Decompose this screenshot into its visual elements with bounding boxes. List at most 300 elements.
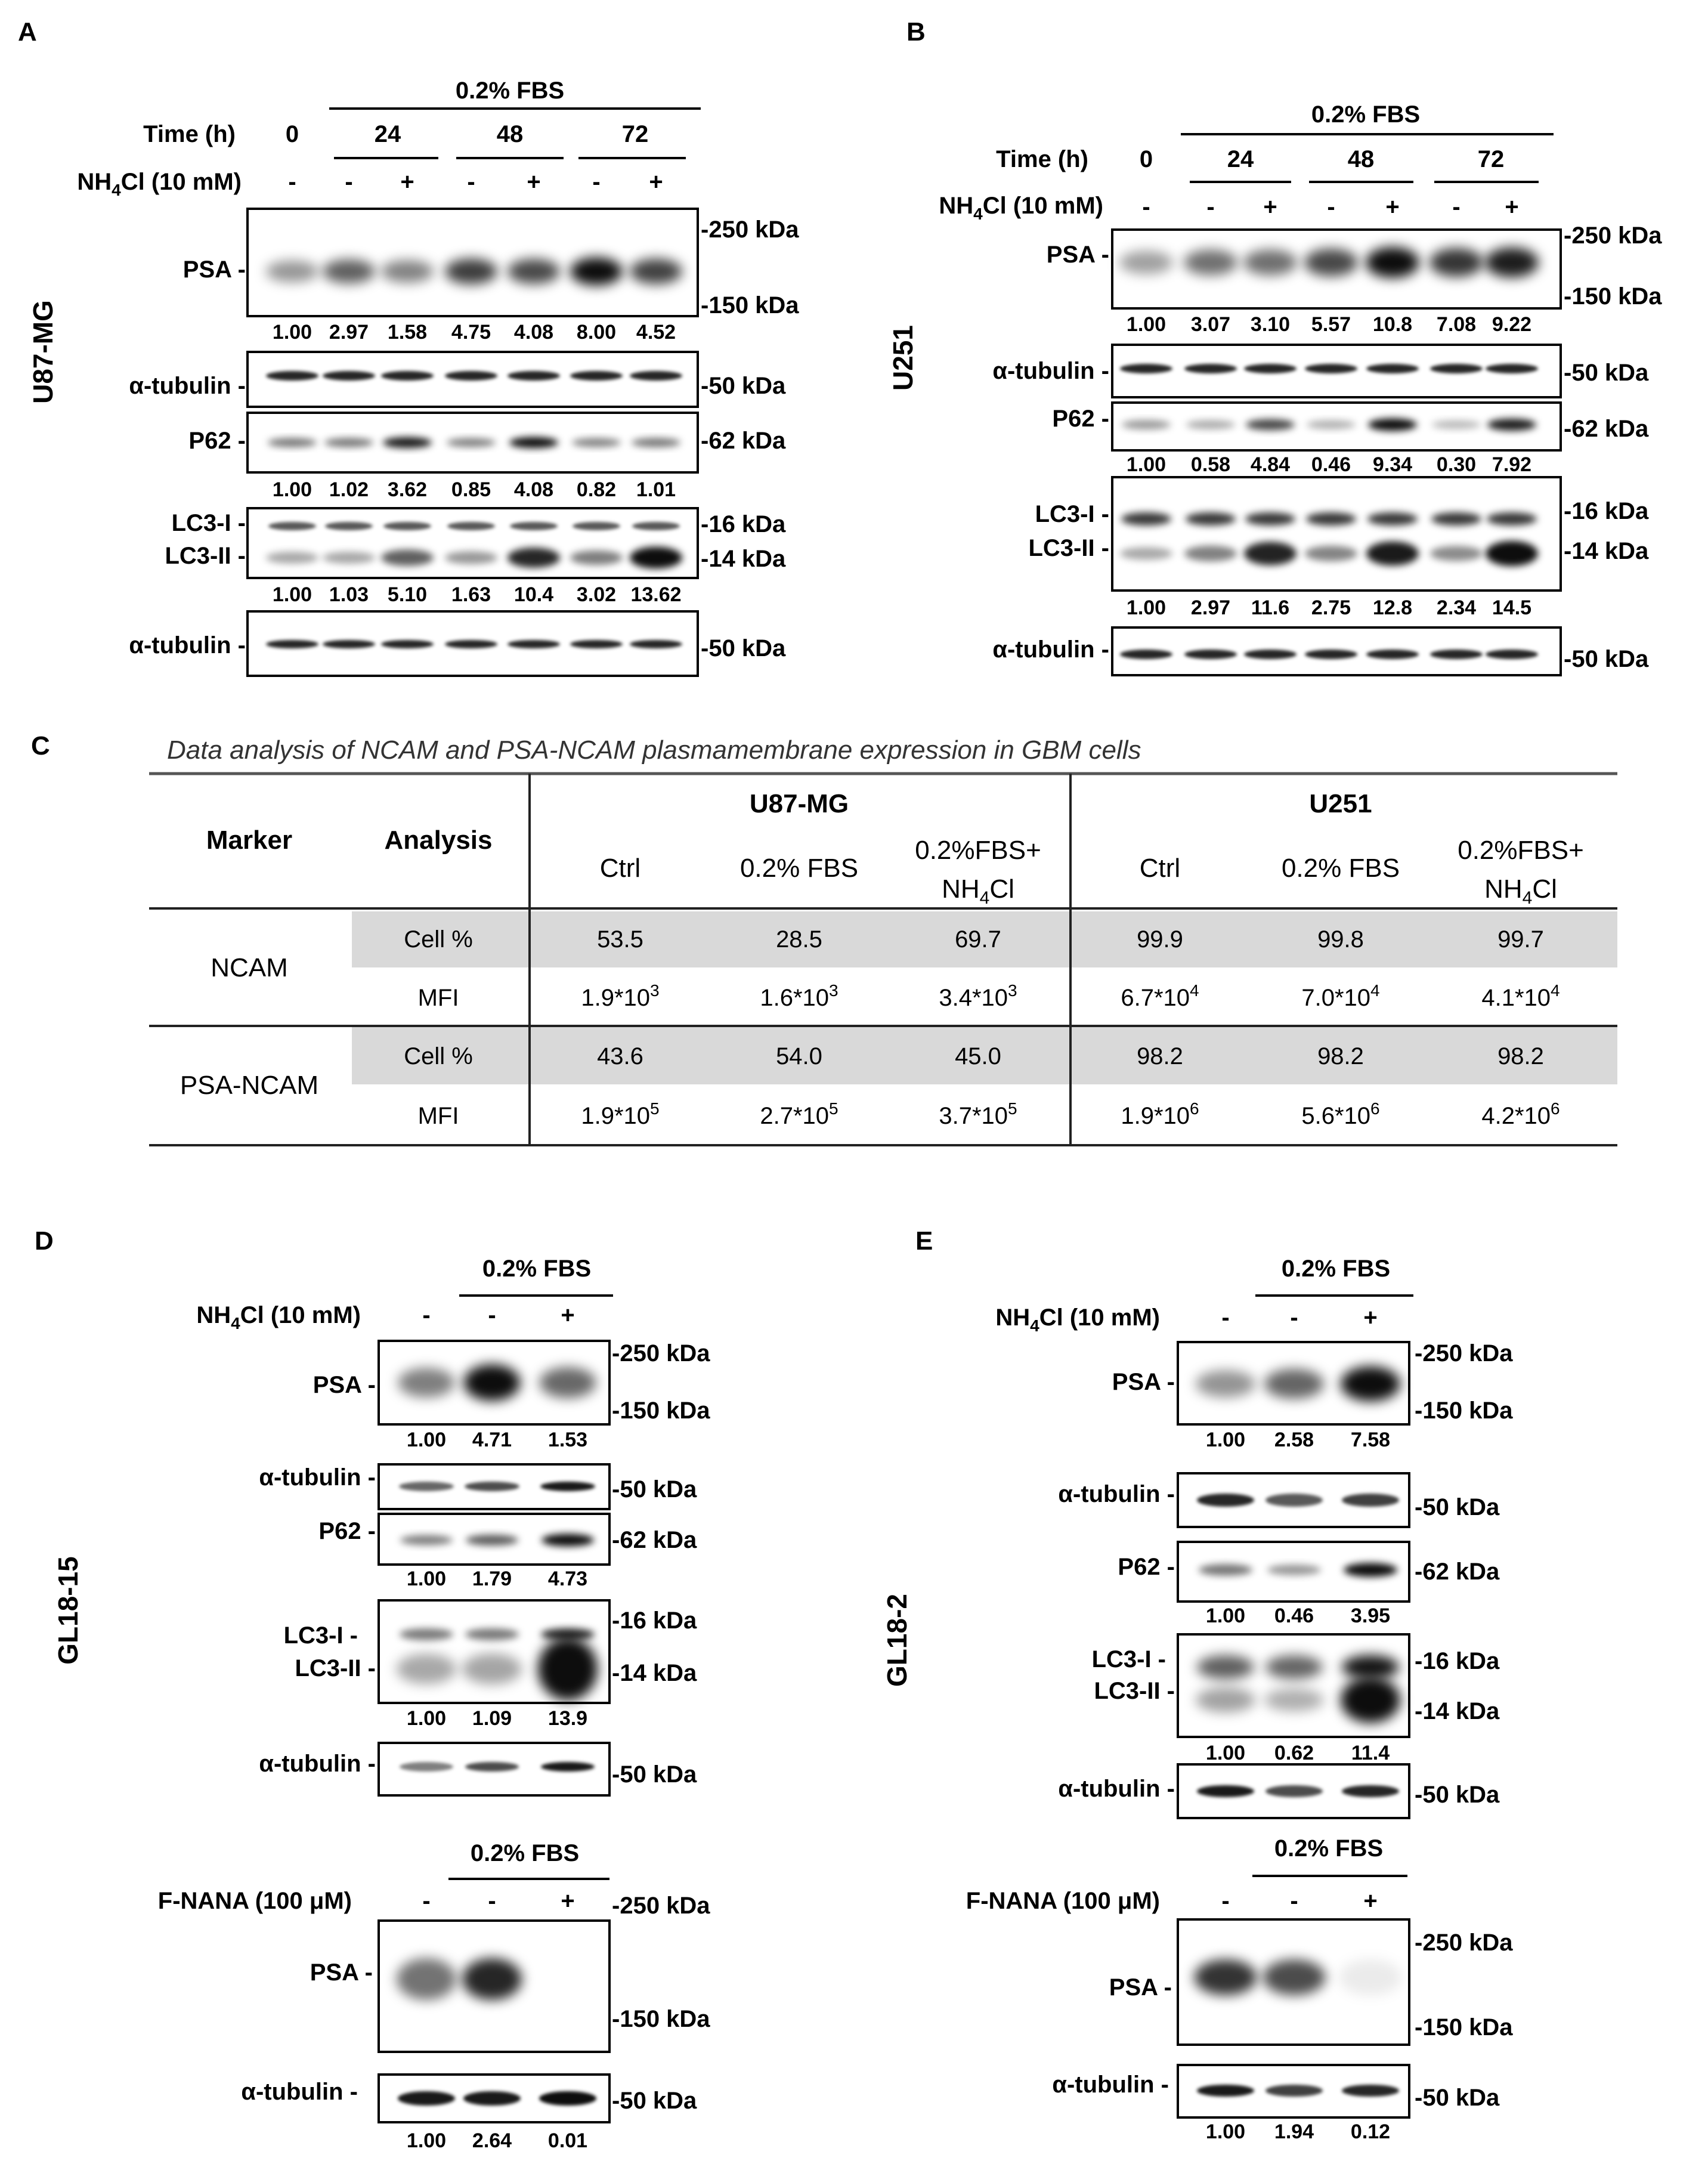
treatment-sign: + xyxy=(561,1888,575,1914)
treatment-sign: - xyxy=(467,169,475,195)
quant-value: 1.00 xyxy=(272,321,312,344)
kda-16: -16 kDa xyxy=(701,511,786,537)
quant-value: 5.57 xyxy=(1311,313,1351,336)
time-72: 72 xyxy=(621,121,649,147)
treatment-sign: + xyxy=(1385,194,1400,220)
band xyxy=(508,259,560,284)
treatment-sign: - xyxy=(422,1302,431,1328)
panel-letter: B xyxy=(906,17,926,47)
quant-value: 1.53 xyxy=(547,1429,588,1451)
treatment-signs xyxy=(288,169,663,195)
quant-value: 0.12 xyxy=(1350,2120,1391,2143)
band xyxy=(1199,1564,1252,1575)
band xyxy=(465,1762,519,1772)
quant-value: 1.00 xyxy=(1126,596,1166,619)
kda-62: -62 kDa xyxy=(1415,1559,1500,1585)
quant-value: 8.00 xyxy=(576,321,617,344)
col-header-fbs-nh4cl: 0.2%FBS+ xyxy=(915,836,1041,865)
band xyxy=(397,1958,456,2000)
quant-value: 2.58 xyxy=(1274,1429,1314,1451)
row-analysis: Cell % xyxy=(404,1043,473,1069)
p62-label: P62 - xyxy=(1052,406,1109,432)
cell-line-label: U87-MG xyxy=(27,300,58,404)
band xyxy=(1265,1785,1323,1797)
panel-d xyxy=(35,1226,710,2152)
quant-value: 0.46 xyxy=(1311,453,1351,476)
band xyxy=(1339,1959,1402,1995)
quant-value: 0.01 xyxy=(547,2129,588,2152)
table-cell: $5.6*10^6$ xyxy=(1301,1099,1380,1129)
quant-value: 4.08 xyxy=(513,478,554,501)
p62-quantification xyxy=(273,478,676,501)
fnana-label: F-NANA (100 μM) xyxy=(157,1888,352,1914)
band xyxy=(1122,420,1171,429)
table-cell: $3.7*10^5$ xyxy=(939,1099,1017,1129)
band xyxy=(1243,249,1297,275)
band xyxy=(540,1367,596,1398)
quant-value: 4.75 xyxy=(451,321,491,344)
nh4cl-label: $NH_4Cl$ (10 mM) xyxy=(995,1304,1160,1335)
quant-value: 4.84 xyxy=(1250,453,1291,476)
band xyxy=(540,1482,595,1491)
kda-50: -50 kDa xyxy=(612,1476,697,1503)
tubulin-label: α-tubulin - xyxy=(1052,2072,1169,2098)
band xyxy=(447,522,495,530)
col-header-fbs-nh4cl-line2: $NH_4Cl$ xyxy=(942,874,1014,908)
col-header-analysis: Analysis xyxy=(384,826,493,855)
band xyxy=(632,522,680,530)
treatment-sign: + xyxy=(527,169,541,195)
band xyxy=(509,437,558,449)
nh4cl-label: $NH_4Cl$ (10 mM) xyxy=(77,169,242,199)
band xyxy=(508,640,560,648)
treatment-sign: - xyxy=(288,169,296,195)
table-cell: $3.4*10^3$ xyxy=(939,981,1017,1011)
band xyxy=(1186,420,1235,429)
lc3i-label: LC3-I - xyxy=(1035,501,1109,527)
condition-label: 0.2% FBS xyxy=(1281,1256,1391,1282)
kda-150: -150 kDa xyxy=(1564,283,1662,310)
lc3i-label: LC3-I - xyxy=(283,1622,358,1649)
quant-value: 1.79 xyxy=(472,1568,512,1590)
cell-line-label: GL18-2 xyxy=(881,1594,912,1687)
p62-quantification xyxy=(1127,453,1531,476)
quant-value: 11.6 xyxy=(1251,596,1290,619)
panel-letter: E xyxy=(915,1226,933,1256)
band xyxy=(463,2091,521,2106)
quant-value: 7.08 xyxy=(1436,313,1477,336)
table-cell: 98.2 xyxy=(1497,1043,1544,1069)
treatment-sign: - xyxy=(1206,194,1215,220)
quant-value: 0.30 xyxy=(1436,453,1477,476)
lc3-quantification xyxy=(1127,596,1531,619)
quant-value: 3.02 xyxy=(576,583,617,606)
time-0: 0 xyxy=(285,121,299,147)
lc3-blot xyxy=(247,508,698,578)
band xyxy=(323,259,375,284)
tubulin-bands xyxy=(1197,1494,1399,1507)
quant-value: 3.62 xyxy=(387,478,428,501)
band xyxy=(323,640,375,648)
kda-50: -50 kDa xyxy=(1415,1494,1500,1520)
fnana-label: F-NANA (100 μM) xyxy=(966,1888,1160,1914)
quant-value: 3.95 xyxy=(1350,1605,1391,1627)
band xyxy=(1197,1494,1254,1507)
kda-50: -50 kDa xyxy=(1564,646,1649,672)
fnana-quantification xyxy=(1206,2120,1390,2143)
panel-e xyxy=(881,1226,1513,2143)
quant-value: 0.62 xyxy=(1274,1742,1314,1764)
quant-value: 9.22 xyxy=(1492,313,1532,336)
band xyxy=(630,259,682,285)
psa-quantification xyxy=(1127,313,1531,336)
band xyxy=(1184,249,1237,275)
band xyxy=(464,1364,521,1401)
time-48: 48 xyxy=(1347,146,1375,172)
treatment-sign: - xyxy=(345,169,353,195)
table-cell: $1.9*10^6$ xyxy=(1121,1099,1199,1129)
kda-150: -150 kDa xyxy=(701,292,799,319)
treatment-signs xyxy=(1221,1304,1377,1331)
band xyxy=(268,438,317,447)
band xyxy=(1368,418,1417,431)
kda-16: -16 kDa xyxy=(1564,498,1649,524)
psa-label: PSA - xyxy=(312,1372,376,1398)
treatment-sign: + xyxy=(1263,194,1277,220)
quant-value: 2.64 xyxy=(472,2129,512,2152)
panel-letter: A xyxy=(18,17,37,47)
band xyxy=(447,438,496,447)
quant-value: 1.02 xyxy=(329,478,369,501)
band xyxy=(1244,542,1297,565)
quant-value: 13.9 xyxy=(547,1707,588,1730)
time-label: Time (h) xyxy=(996,146,1088,172)
table-cell: 69.7 xyxy=(955,926,1001,953)
p62-label: P62 - xyxy=(188,428,246,454)
band xyxy=(1184,364,1237,373)
band xyxy=(1267,1565,1321,1575)
quant-value: 1.00 xyxy=(1205,1605,1246,1627)
band xyxy=(1307,420,1356,429)
band xyxy=(508,371,560,381)
kda-50: -50 kDa xyxy=(1415,1782,1500,1808)
band xyxy=(398,2091,455,2106)
band xyxy=(1366,364,1419,373)
psa-label: PSA - xyxy=(1112,1369,1175,1395)
fnana-signs xyxy=(1221,1888,1377,1914)
kda-16: -16 kDa xyxy=(612,1607,697,1634)
band xyxy=(1366,542,1419,566)
band xyxy=(1486,650,1538,659)
lc3-quantification xyxy=(407,1707,587,1730)
band xyxy=(570,640,623,648)
kda-250: -250 kDa xyxy=(612,1893,710,1919)
quant-value: 1.03 xyxy=(329,583,369,606)
band xyxy=(538,1637,598,1701)
table-cell: $4.1*10^4$ xyxy=(1481,981,1560,1011)
quant-value: 1.00 xyxy=(272,478,312,501)
psa-label: PSA - xyxy=(182,256,246,283)
band xyxy=(1430,364,1483,373)
quant-value: 1.00 xyxy=(1205,1429,1246,1451)
band xyxy=(1306,512,1356,525)
quant-value: 1.00 xyxy=(1126,453,1166,476)
band xyxy=(381,371,434,381)
time-24: 24 xyxy=(374,121,401,147)
band xyxy=(632,438,680,447)
treatment-sign: - xyxy=(1290,1304,1298,1331)
band xyxy=(323,552,375,564)
quant-value: 1.00 xyxy=(272,583,312,606)
cell-line-label: U251 xyxy=(887,325,918,391)
kda-50: -50 kDa xyxy=(1564,360,1649,386)
psa-label: PSA - xyxy=(1109,1974,1172,2001)
lc3ii-label: LC3-II - xyxy=(1028,535,1109,561)
p62-quantification xyxy=(1206,1605,1390,1627)
table-title: Data analysis of NCAM and PSA-NCAM plasmamembrane expression in GBM cells xyxy=(167,735,1141,765)
band xyxy=(1120,364,1172,373)
treatment-sign: - xyxy=(422,1888,431,1914)
band xyxy=(400,1762,453,1772)
quant-value: 7.92 xyxy=(1492,453,1532,476)
row-analysis: MFI xyxy=(417,1103,459,1129)
condition-label: 0.2% FBS xyxy=(1311,101,1421,128)
kda-14: -14 kDa xyxy=(612,1660,697,1686)
band xyxy=(1245,512,1295,525)
kda-150: -150 kDa xyxy=(612,1398,710,1424)
band xyxy=(1342,1785,1399,1797)
p62-bands xyxy=(400,1534,594,1546)
band xyxy=(1196,1370,1255,1398)
band xyxy=(381,640,434,648)
lc3-blot xyxy=(1112,477,1561,591)
quant-value: 11.4 xyxy=(1351,1742,1390,1764)
band xyxy=(570,371,623,381)
band xyxy=(1430,546,1483,561)
quant-value: 4.73 xyxy=(547,1568,588,1590)
condition-label: 0.2% FBS xyxy=(470,1840,580,1866)
table-cell: $7.0*10^4$ xyxy=(1301,981,1380,1011)
band xyxy=(462,1958,522,2000)
psa-quantification xyxy=(407,1429,587,1451)
treatment-sign: - xyxy=(488,1888,496,1914)
kda-250: -250 kDa xyxy=(1415,1930,1513,1956)
quant-value: 3.07 xyxy=(1190,313,1231,336)
quant-value: 3.10 xyxy=(1250,313,1291,336)
panel-letter: D xyxy=(35,1226,54,1256)
time-label: Time (h) xyxy=(143,121,236,147)
psa-quantification xyxy=(1206,1429,1390,1451)
band xyxy=(1487,512,1537,525)
band xyxy=(1264,1369,1324,1399)
group-header-u251: U251 xyxy=(1309,789,1372,818)
treatment-sign: + xyxy=(561,1302,575,1328)
tubulin-label: α-tubulin - xyxy=(992,358,1109,384)
table-cell: 28.5 xyxy=(776,926,822,953)
condition-label: 0.2% FBS xyxy=(1274,1835,1384,1862)
quant-value: 10.8 xyxy=(1372,313,1413,336)
tubulin-bands xyxy=(1197,2085,1399,2097)
table-cell: 98.2 xyxy=(1137,1043,1183,1069)
quant-value: 1.58 xyxy=(387,321,428,344)
table-cell: 99.8 xyxy=(1317,926,1364,953)
band xyxy=(268,522,316,530)
quant-value: 2.97 xyxy=(1190,596,1231,619)
tubulin-label: α-tubulin - xyxy=(1058,1776,1175,1802)
band xyxy=(324,438,373,447)
psa-quantification xyxy=(273,321,676,344)
band xyxy=(1121,512,1171,525)
band xyxy=(445,371,497,381)
band xyxy=(266,371,318,381)
band xyxy=(462,1653,522,1684)
band xyxy=(1341,1677,1400,1723)
treatment-sign: + xyxy=(1505,194,1519,220)
band xyxy=(1264,1689,1324,1712)
table-cell: 99.7 xyxy=(1497,926,1544,953)
band xyxy=(1120,547,1172,559)
band xyxy=(1342,2085,1399,2097)
tubulin-label: α-tubulin - xyxy=(259,1464,376,1491)
fnana-quantification xyxy=(407,2129,587,2152)
band xyxy=(466,1535,518,1545)
band xyxy=(1342,1655,1399,1679)
lc3ii-label: LC3-II - xyxy=(165,543,246,569)
band xyxy=(266,261,318,282)
group-header-u87: U87-MG xyxy=(749,789,849,818)
table-cell: $2.7*10^5$ xyxy=(760,1099,838,1129)
lc3i-label: LC3-I - xyxy=(1091,1646,1166,1673)
quant-value: 13.62 xyxy=(630,583,682,606)
band xyxy=(1244,650,1297,659)
kda-50: -50 kDa xyxy=(701,635,786,661)
band xyxy=(399,1482,454,1491)
band xyxy=(1196,1687,1255,1712)
band xyxy=(1487,419,1536,431)
table-cell: $4.2*10^6$ xyxy=(1481,1099,1560,1129)
treatment-sign: + xyxy=(1363,1888,1378,1914)
band xyxy=(1341,1367,1400,1402)
quant-value: 10.4 xyxy=(513,583,554,606)
band xyxy=(1184,546,1237,562)
kda-250: -250 kDa xyxy=(701,217,799,243)
nh4cl-label: $NH_4Cl$ (10 mM) xyxy=(939,193,1103,223)
table-cell: 98.2 xyxy=(1317,1043,1364,1069)
band xyxy=(510,522,558,530)
band xyxy=(398,1368,455,1397)
band xyxy=(630,640,682,648)
tubulin-bands xyxy=(400,1762,595,1772)
treatment-sign: + xyxy=(400,169,414,195)
quant-value: 1.00 xyxy=(1205,1742,1246,1764)
time-0: 0 xyxy=(1139,146,1153,172)
quant-value: 1.00 xyxy=(406,1429,447,1451)
treatment-sign: - xyxy=(488,1302,496,1328)
kda-50: -50 kDa xyxy=(612,1761,697,1788)
kda-62: -62 kDa xyxy=(612,1527,697,1553)
kda-150: -150 kDa xyxy=(1415,2014,1513,2041)
tubulin-label: α-tubulin - xyxy=(992,636,1109,663)
band xyxy=(539,2091,596,2106)
kda-16: -16 kDa xyxy=(1415,1648,1500,1674)
band xyxy=(465,1482,519,1491)
quant-value: 1.01 xyxy=(636,478,676,501)
psa-bands xyxy=(1196,1367,1400,1402)
time-24: 24 xyxy=(1227,146,1254,172)
band xyxy=(266,640,318,648)
band xyxy=(508,548,560,568)
table-cell: 43.6 xyxy=(597,1043,643,1069)
table-cell: $1.9*10^5$ xyxy=(581,1099,660,1129)
cell-line-label: GL18-15 xyxy=(52,1556,83,1665)
quant-value: 1.00 xyxy=(1126,313,1166,336)
band xyxy=(1366,650,1419,659)
treatment-sign: - xyxy=(1142,194,1150,220)
panel-a xyxy=(18,17,799,676)
kda-14: -14 kDa xyxy=(701,546,786,572)
band xyxy=(445,640,497,648)
treatment-signs xyxy=(422,1302,574,1328)
p62-label: P62 - xyxy=(318,1518,376,1544)
kda-50: -50 kDa xyxy=(1415,2085,1500,2111)
band xyxy=(572,438,621,447)
quant-value: 0.85 xyxy=(451,478,491,501)
panel-c xyxy=(31,731,1617,1145)
lc3-quantification xyxy=(273,583,682,606)
treatment-sign: - xyxy=(1327,194,1335,220)
table-cell: $1.9*10^3$ xyxy=(581,981,660,1011)
kda-14: -14 kDa xyxy=(1564,538,1649,564)
band xyxy=(1305,546,1357,561)
band xyxy=(1429,248,1483,277)
tubulin-bands xyxy=(1197,1785,1399,1797)
tubulin-label: α-tubulin - xyxy=(129,373,246,399)
panel-letter: C xyxy=(31,731,50,761)
p62-bands xyxy=(1199,1563,1397,1577)
band xyxy=(1119,251,1173,274)
band xyxy=(1244,364,1297,373)
tubulin-bands xyxy=(398,2091,596,2106)
quant-value: 4.52 xyxy=(636,321,676,344)
lc3-quantification xyxy=(1206,1742,1390,1764)
band xyxy=(1265,1655,1323,1679)
treatment-sign: - xyxy=(1290,1888,1298,1914)
p62-label: P62 - xyxy=(1118,1554,1175,1580)
quant-value: 2.97 xyxy=(329,321,369,344)
treatment-sign: + xyxy=(649,169,663,195)
tubulin-label: α-tubulin - xyxy=(1058,1481,1175,1507)
band xyxy=(1344,1563,1397,1577)
band xyxy=(323,371,375,381)
kda-250: -250 kDa xyxy=(1564,222,1662,249)
row-analysis: Cell % xyxy=(404,926,473,953)
p62-quantification xyxy=(407,1568,587,1590)
time-72: 72 xyxy=(1477,146,1505,172)
quant-value: 0.46 xyxy=(1274,1605,1314,1627)
psa-label: PSA - xyxy=(310,1959,373,1986)
kda-62: -62 kDa xyxy=(1564,416,1649,442)
fnana-signs xyxy=(422,1888,574,1914)
treatment-sign: + xyxy=(1363,1304,1378,1331)
quant-value: 1.94 xyxy=(1274,2120,1314,2143)
kda-150: -150 kDa xyxy=(612,2006,710,2032)
band xyxy=(1246,419,1295,430)
band xyxy=(1366,247,1419,278)
quant-value: 7.58 xyxy=(1350,1429,1391,1451)
quant-value: 12.8 xyxy=(1372,596,1413,619)
band xyxy=(538,1958,598,2000)
row-analysis: MFI xyxy=(417,985,459,1011)
